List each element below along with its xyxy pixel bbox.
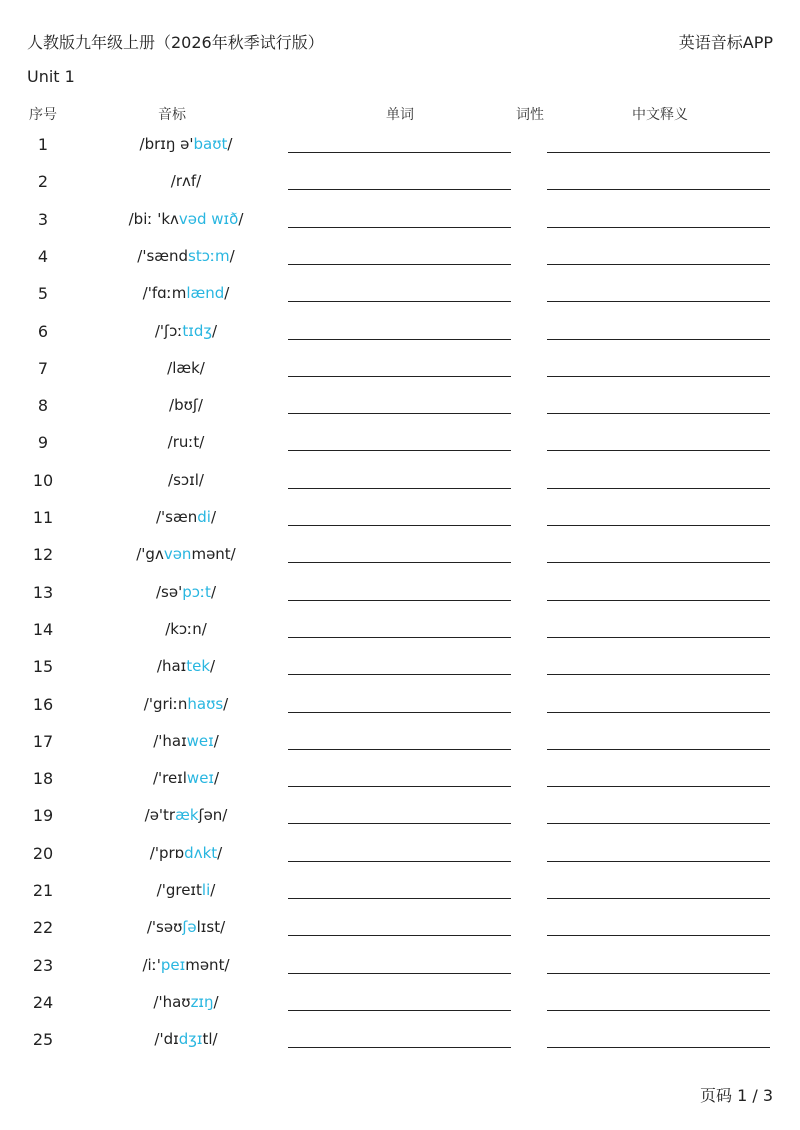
meaning-answer-line[interactable] [547,898,770,899]
column-header-word: 单词 [386,107,414,123]
meaning-answer-line[interactable] [547,450,770,451]
word-answer-line[interactable] [288,861,511,862]
phonetic-segment: /brɪŋ ə' [139,135,194,153]
row-number: 13 [32,582,54,602]
word-answer-line[interactable] [288,488,511,489]
phonetic-transcription [100,396,272,414]
stress-highlight: stɔːm [188,246,230,265]
vocabulary-row [0,1030,800,1067]
stress-highlight: di [197,508,211,526]
stress-highlight: ʃə [182,918,197,937]
stress-highlight: pɔːt [182,582,211,601]
stress-highlight: tek [186,657,211,676]
word-answer-line[interactable] [288,189,511,190]
word-answer-line[interactable] [288,786,511,787]
unit-title: Unit 1 [27,67,75,86]
meaning-answer-line[interactable] [547,339,770,340]
phonetic-segment: / [223,694,229,713]
phonetic-segment: / [214,769,220,788]
meaning-answer-line[interactable] [547,1010,770,1011]
meaning-answer-line[interactable] [547,973,770,974]
meaning-answer-line[interactable] [547,525,770,526]
phonetic-segment: /'greɪt [156,881,202,899]
meaning-answer-line[interactable] [547,786,770,787]
row-number: 6 [37,321,49,341]
phonetic-segment: /'prɒ [149,843,185,862]
vocabulary-row [0,881,800,918]
phonetic-segment: ʃən/ [198,806,228,825]
vocabulary-row [0,620,800,657]
vocabulary-row [0,247,800,284]
phonetic-segment: /læk/ [167,358,205,377]
vocabulary-row [0,769,800,806]
row-number: 7 [37,358,49,378]
page-number: 页码 1 / 3 [699,1086,773,1105]
vocabulary-row [0,732,800,769]
phonetic-segment: / [238,209,244,228]
row-number: 12 [32,545,54,565]
phonetic-segment: /kɔːn/ [165,619,207,638]
column-header-chinese-meaning: 中文释义 [632,107,688,123]
phonetic-segment: /bʊʃ/ [169,396,203,415]
vocabulary-row [0,172,800,209]
phonetic-segment: / [210,657,216,676]
brand-name: 英语音标APP [678,33,773,52]
phonetic-segment: mənt/ [191,545,236,564]
row-number: 2 [37,172,49,192]
vocabulary-row [0,844,800,881]
meaning-answer-line[interactable] [547,562,770,563]
meaning-answer-line[interactable] [547,823,770,824]
phonetic-segment: / [210,508,216,526]
word-answer-line[interactable] [288,1010,511,1011]
phonetic-transcription [100,695,272,713]
phonetic-transcription [100,471,272,489]
stress-highlight: haʊs [187,694,224,713]
vocabulary-row [0,918,800,955]
column-header-part-of-speech: 词性 [516,107,544,123]
phonetic-segment: / [210,582,216,601]
row-number: 10 [32,470,54,490]
meaning-answer-line[interactable] [547,861,770,862]
vocabulary-row [0,396,800,433]
vocabulary-row [0,545,800,582]
meaning-answer-line[interactable] [547,1047,770,1048]
phonetic-segment: /'haɪ [153,731,187,750]
row-number: 20 [32,843,54,863]
phonetic-transcription [100,732,272,750]
meaning-answer-line[interactable] [547,376,770,377]
phonetic-segment: / [224,284,230,303]
row-number: 22 [32,918,54,938]
row-number: 3 [37,209,49,229]
meaning-answer-line[interactable] [547,264,770,265]
vocabulary-row [0,471,800,508]
row-number: 25 [32,1030,54,1050]
stress-highlight: weɪ [186,769,214,788]
phonetic-segment: /iː' [142,955,161,974]
phonetic-segment: tl/ [202,1030,218,1049]
word-answer-line[interactable] [288,413,511,414]
phonetic-transcription [100,508,272,526]
word-answer-line[interactable] [288,637,511,638]
meaning-answer-line[interactable] [547,413,770,414]
vocabulary-row [0,806,800,843]
word-answer-line[interactable] [288,450,511,451]
phonetic-segment: /haɪ [156,657,187,676]
vocabulary-row [0,583,800,620]
phonetic-segment: / [227,135,233,153]
phonetic-segment: /'fɑːm [142,284,187,303]
word-answer-line[interactable] [288,376,511,377]
phonetic-segment: / [212,321,218,340]
row-number: 1 [37,135,49,154]
phonetic-transcription [100,247,272,265]
phonetic-transcription [100,210,272,228]
stress-highlight: dʒɪ [178,1030,203,1049]
phonetic-segment: / [229,246,235,265]
meaning-answer-line[interactable] [547,674,770,675]
phonetic-transcription [100,583,272,601]
phonetic-transcription [100,993,272,1011]
word-answer-line[interactable] [288,301,511,302]
meaning-answer-line[interactable] [547,189,770,190]
word-answer-line[interactable] [288,525,511,526]
phonetic-segment: /ruːt/ [167,433,205,452]
word-answer-line[interactable] [288,674,511,675]
word-answer-line[interactable] [288,1047,511,1048]
stress-highlight: li [201,881,211,899]
word-answer-line[interactable] [288,600,511,601]
column-header-number: 序号 [29,107,57,123]
word-answer-line[interactable] [288,562,511,563]
stress-highlight: æk [175,806,199,825]
phonetic-transcription [100,433,272,451]
row-number: 24 [32,992,54,1012]
phonetic-transcription [100,806,272,824]
row-number: 4 [37,246,49,266]
word-answer-line[interactable] [288,264,511,265]
phonetic-segment: / [213,992,219,1011]
phonetic-segment: /'gʌ [136,545,164,564]
vocabulary-row [0,359,800,396]
phonetic-segment: /'griːn [143,694,188,713]
phonetic-transcription [100,881,272,899]
vocabulary-row [0,993,800,1030]
row-number: 23 [32,955,54,975]
phonetic-segment: /sə' [156,582,183,601]
phonetic-segment: / [213,731,219,750]
meaning-answer-line[interactable] [547,227,770,228]
word-answer-line[interactable] [288,823,511,824]
phonetic-transcription [100,657,272,675]
word-answer-line[interactable] [288,935,511,936]
row-number: 16 [32,694,54,714]
phonetic-transcription [100,956,272,974]
row-number: 17 [32,731,54,751]
meaning-answer-line[interactable] [547,488,770,489]
phonetic-transcription [100,1030,272,1048]
row-number: 8 [37,396,49,416]
phonetic-transcription [100,545,272,563]
phonetic-transcription [100,620,272,638]
phonetic-transcription [100,284,272,302]
word-answer-line[interactable] [288,227,511,228]
phonetic-segment: /'reɪl [152,769,187,788]
word-answer-line[interactable] [288,973,511,974]
phonetic-segment: /'ʃɔː [154,321,183,340]
stress-highlight: baʊt [193,135,228,153]
meaning-answer-line[interactable] [547,712,770,713]
row-number: 15 [32,657,54,677]
vocabulary-row [0,956,800,993]
word-answer-line[interactable] [288,898,511,899]
stress-highlight: vəd wɪð [178,209,239,228]
row-number: 14 [32,619,54,639]
row-number: 11 [32,508,54,527]
phonetic-transcription [100,769,272,787]
phonetic-segment: mənt/ [185,955,230,974]
vocabulary-row [0,657,800,694]
stress-highlight: vən [163,545,192,564]
phonetic-segment: / [210,881,216,899]
phonetic-transcription [100,135,272,153]
stress-highlight: dʌkt [184,843,218,862]
vocabulary-row [0,508,800,545]
row-number: 19 [32,806,54,826]
meaning-answer-line[interactable] [547,749,770,750]
phonetic-segment: /'səʊ [146,918,183,937]
vocabulary-row [0,322,800,359]
stress-highlight: zɪŋ [190,992,214,1011]
vocabulary-row [0,695,800,732]
stress-highlight: weɪ [186,731,214,750]
word-answer-line[interactable] [288,749,511,750]
meaning-answer-line[interactable] [547,935,770,936]
phonetic-transcription [100,322,272,340]
vocabulary-row [0,284,800,321]
phonetic-transcription [100,172,272,190]
meaning-answer-line[interactable] [547,152,770,153]
word-answer-line[interactable] [288,339,511,340]
phonetic-segment: /'haʊ [153,992,191,1011]
phonetic-transcription [100,918,272,936]
vocabulary-row [0,210,800,247]
vocabulary-row [0,135,800,172]
document-title: 人教版九年级上册（2026年秋季试行版） [27,33,324,52]
phonetic-segment: /'sænd [137,246,189,265]
stress-highlight: tɪdʒ [182,321,213,340]
meaning-answer-line[interactable] [547,600,770,601]
phonetic-segment: /rʌf/ [170,172,202,191]
phonetic-segment: /ə'tr [144,806,176,825]
phonetic-segment: /sɔɪl/ [168,470,204,489]
row-number: 9 [37,433,49,453]
word-answer-line[interactable] [288,152,511,153]
row-number: 5 [37,284,49,304]
meaning-answer-line[interactable] [547,637,770,638]
phonetic-transcription [100,844,272,862]
phonetic-segment: /'dɪ [154,1030,179,1049]
phonetic-segment: / [217,843,223,862]
meaning-answer-line[interactable] [547,301,770,302]
vocabulary-row [0,433,800,470]
word-answer-line[interactable] [288,712,511,713]
row-number: 18 [32,769,54,789]
row-number: 21 [32,881,54,900]
phonetic-transcription [100,359,272,377]
phonetic-segment: lɪst/ [196,918,226,937]
phonetic-segment: /biː 'kʌ [128,209,179,228]
stress-highlight: peɪ [160,955,186,974]
column-header-phonetic: 音标 [158,107,186,123]
stress-highlight: lænd [186,284,225,303]
phonetic-segment: /'sæn [156,508,198,526]
